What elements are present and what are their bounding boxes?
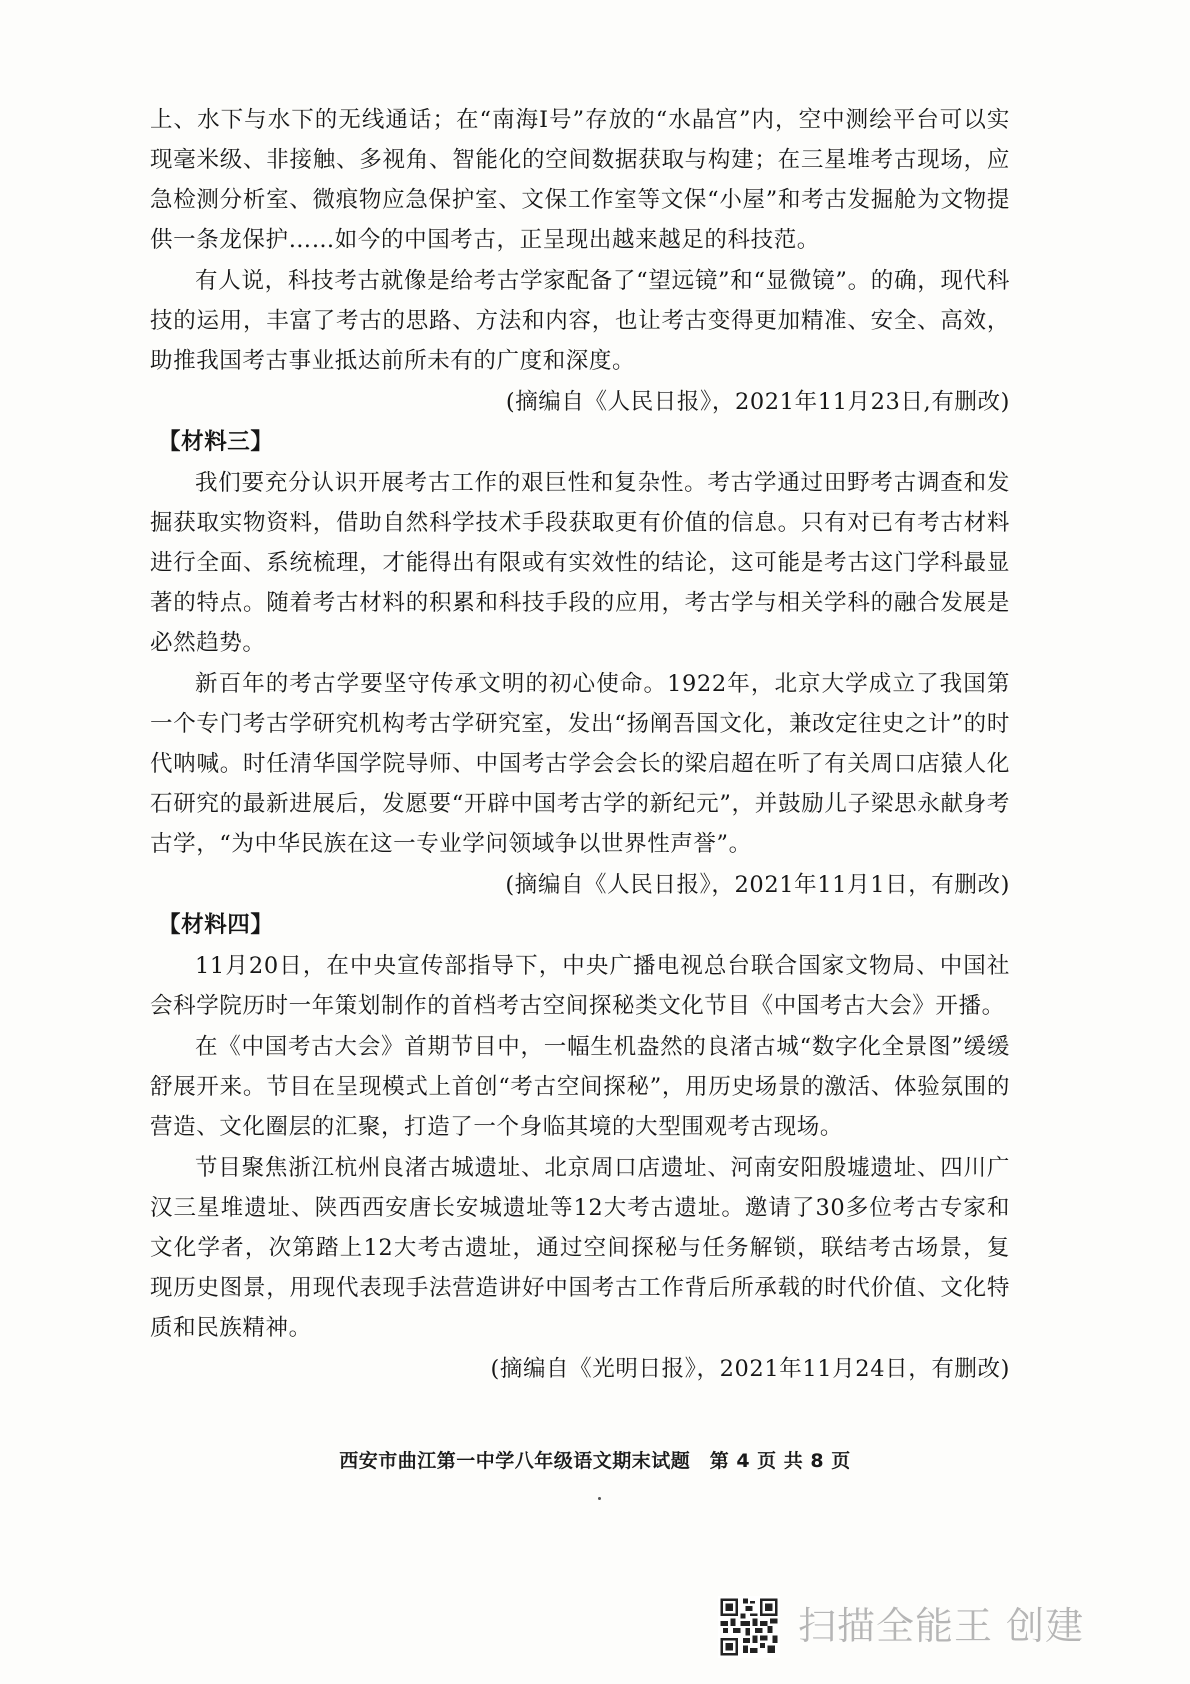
paragraph-archaeology-complexity: 我们要充分认识开展考古工作的艰巨性和复杂性。考古学通过田野考古调查和发掘获取实物资料，借助自然科学技术手段获取更有价值的信息。只有对已有考古材料进行全面、系统梳理，才能得出有限或有实效性的结论，这可能是考古这门学科最显著的特点。随着考古材料的积累和科技手段的应用，考古学与相关学科的融合发展是必然趋势。 bbox=[150, 470, 1010, 656]
article-body bbox=[150, 100, 1010, 1389]
paragraph-continued: 上、水下与水下的无线通话；在“南海Ⅰ号”存放的“水晶宫”内，空中测绘平台可以实现毫米级、非接触、多视角、智能化的空间数据获取与构建；在三星堆考古现场，应急检测分析室、微痕物应急保护室、文保工作室等文保“小屋”和考古发掘舱为文物提供一条龙保护……如今的中国考古，正呈现出越来越足的科技范。 bbox=[150, 107, 1010, 253]
paragraph-sites: 节目聚焦浙江杭州良渚古城遗址、北京周口店遗址、河南安阳殷墟遗址、四川广汉三星堆遗址、陕西西安唐长安城遗址等12大考古遗址。邀请了30多位考古专家和文化学者，次第踏上12大考古遗址，通过空间探秘与任务解锁，联结考古场景，复现历史图景，用现代表现手法营造讲好中国考古工作背后所承载的时代价值、文化特质和民族精神。 bbox=[150, 1155, 1010, 1341]
paragraph-tech-archaeology: 有人说，科技考古就像是给考古学家配备了“望远镜”和“显微镜”。的确，现代科技的运用，丰富了考古的思路、方法和内容，也让考古变得更加精准、安全、高效，助推我国考古事业抵达前所未有的广度和深度。 bbox=[150, 268, 1010, 374]
material-four-heading: 【材料四】 bbox=[158, 912, 274, 938]
paragraph-program-launch: 11月20日，在中央宣传部指导下，中央广播电视总台联合国家文物局、中国社会科学院历时一年策划制作的首档考古空间探秘类文化节目《中国考古大会》开播。 bbox=[150, 953, 1010, 1019]
source-citation: (摘编自《人民日报》，2021年11月1日，有删改) bbox=[505, 872, 1010, 898]
paragraph-first-episode: 在《中国考古大会》首期节目中，一幅生机盎然的良渚古城“数字化全景图”缓缓舒展开来。节目在呈现模式上首创“考古空间探秘”，用历史场景的激活、体验氛围的营造、文化圈层的汇聚，打造了一个身临其境的大型围观考古现场。 bbox=[150, 1034, 1010, 1140]
scanner-watermark bbox=[718, 1596, 1118, 1660]
scan-speck bbox=[598, 1497, 601, 1500]
qr-code-icon bbox=[718, 1596, 780, 1658]
page-footer: 西安市曲江第一中学八年级语文期末试题 第 4 页 共 8 页 bbox=[339, 1450, 851, 1472]
paragraph-new-century: 新百年的考古学要坚守传承文明的初心使命。1922年，北京大学成立了我国第一个专门考古学研究机构考古学研究室，发出“扬阐吾国文化，兼改定往史之计”的时代呐喊。时任清华国学院导师、中国考古学会会长的梁启超在听了有关周口店猿人化石研究的最新进展后，发愿要“开辟中国考古学的新纪元”，并鼓励儿子梁思永献身考古学，“为中华民族在这一专业学问领域争以世界性声誉”。 bbox=[150, 671, 1010, 857]
source-citation: (摘编自《光明日报》，2021年11月24日，有删改) bbox=[490, 1356, 1010, 1382]
material-three-heading: 【材料三】 bbox=[158, 429, 274, 455]
source-citation: (摘编自《人民日报》，2021年11月23日,有删改) bbox=[505, 389, 1010, 415]
watermark-text: 扫描全能王 创建 bbox=[798, 1604, 1085, 1648]
